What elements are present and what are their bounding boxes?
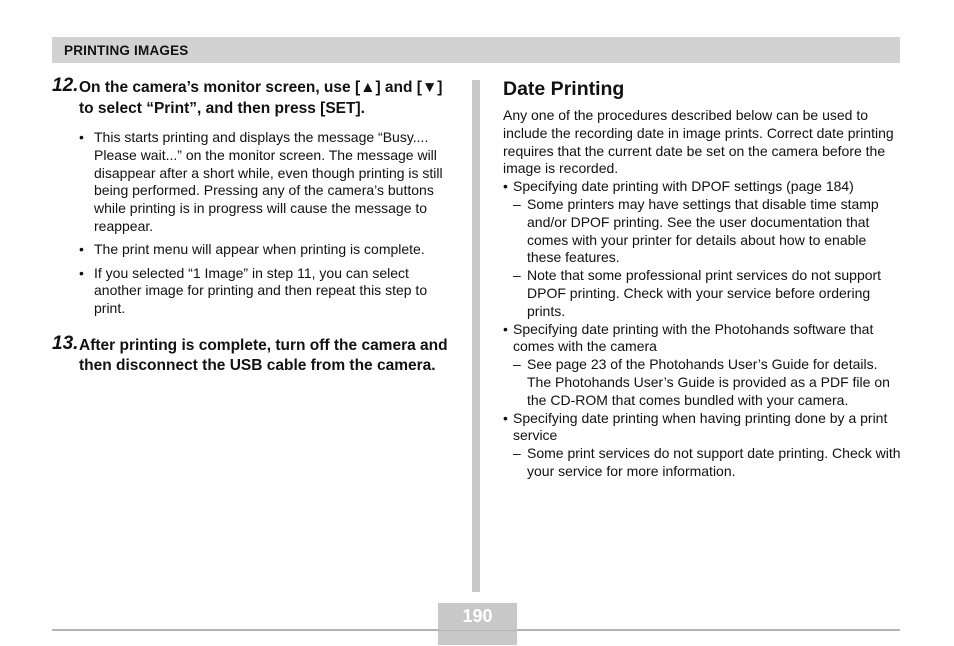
date-printing-heading: Date Printing [503,78,625,100]
left-column [52,75,452,377]
note-text: The print menu will appear when printing is complete. [94,241,425,258]
dash-icon: – [513,356,521,373]
step-13 [52,332,452,377]
sub-text: Some printers may have settings that disable time stamp and/or DPOF printing. See the user documentation that comes with your printer for details about how to enable these features. [527,195,879,266]
page-number-tab [438,631,517,645]
sub-text: See page 23 of the Photohands User’s Guide for details. The Photohands User’s Guide is provided as a PDF file on the CD-ROM that comes bundled with your camera. [527,356,890,408]
list-item [79,264,452,318]
sub-item [503,356,903,409]
list-item [79,129,452,236]
section-title: PRINTING IMAGES [64,43,189,58]
note-text: This starts printing and displays the message “Busy.... Please wait...” on the monitor screen. The message will disappear after a short while, even though printing is still being performed. Pressing any of the camera’s buttons while printing is in progress will cause the message to reappear. [94,129,443,234]
dash-icon: – [513,195,521,212]
step-12-notes [52,129,452,318]
dash-icon: – [513,445,521,462]
procedure-text: Specifying date printing with the Photohands software that comes with the camera [513,320,874,355]
note-text: If you selected “1 Image” in step 11, you can select another image for printing and then repeat this step to print. [94,264,428,317]
list-item [503,178,903,196]
sub-item [503,445,903,481]
sub-item [503,196,903,267]
dash-icon: – [513,267,521,284]
bullet-icon: • [79,129,84,145]
bullet-icon: • [503,320,508,337]
bullet-icon: • [79,264,84,281]
bullet-icon: • [503,178,508,195]
page-number-badge [438,603,517,630]
step-instruction: On the camera’s monitor screen, use [▲] and [▼] to select “Print”, and then press [SET]. [79,79,443,117]
bullet-icon: • [79,241,84,258]
step-instruction: After printing is complete, turn off the camera and then disconnect the USB cable from the camera. [79,336,448,375]
bullet-icon: • [503,409,508,426]
procedure-text: Specifying date printing when having printing done by a print service [513,409,888,444]
page-number: 190 [462,606,493,626]
section-header-bar [52,37,900,63]
column-divider [472,80,480,592]
step-12 [52,75,452,119]
list-item [503,410,903,446]
right-column [503,77,903,481]
step-number: 13. [52,332,79,354]
sub-item [503,267,903,320]
step-number: 12. [52,75,79,96]
list-item [79,241,452,259]
procedure-text: Specifying date printing with DPOF settings (page 184) [513,178,854,195]
sub-text: Note that some professional print services do not support DPOF printing. Check with your service before ordering prints. [527,267,882,319]
procedure-list [503,178,903,481]
list-item [503,321,903,357]
sub-text: Some print services do not support date printing. Check with your service for more information. [527,445,901,479]
intro-paragraph: Any one of the procedures described below can be used to include the recording date in image prints. Correct date printing requires that the current date be set on the camera before the image is recorded. [503,107,894,177]
